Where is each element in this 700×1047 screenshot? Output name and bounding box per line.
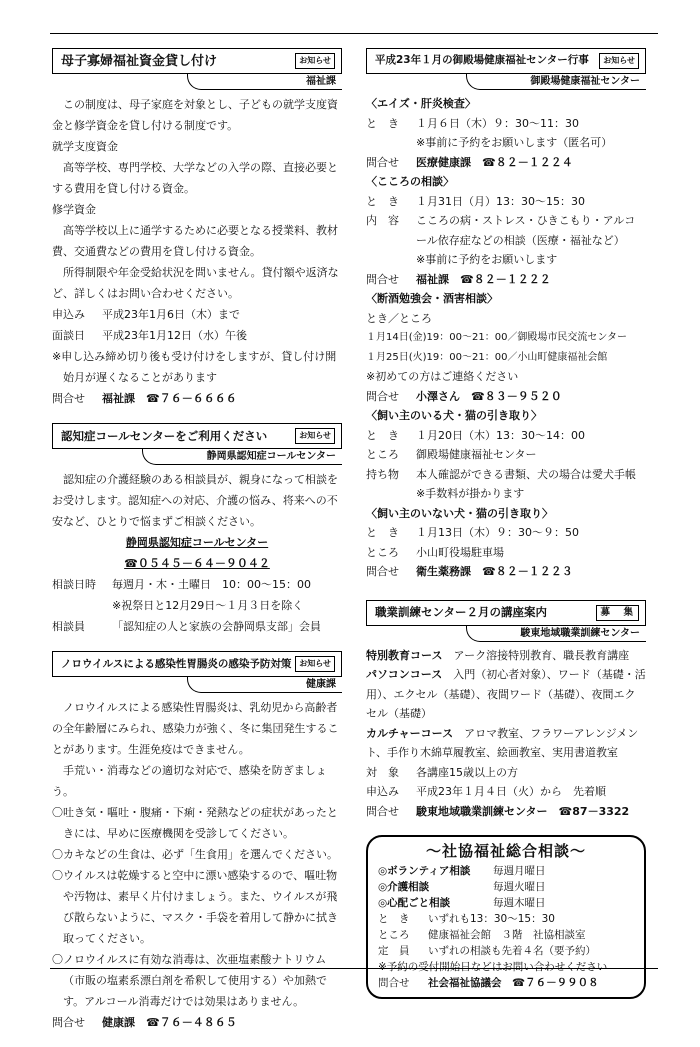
hours-row [52, 574, 342, 595]
info-row [378, 975, 634, 991]
left-column [52, 48, 342, 1047]
row-label: 問合せ [366, 272, 399, 286]
info-row [366, 445, 646, 465]
bottom-rule [50, 968, 658, 969]
interview-value: 平成23年1月12日（水）午後 [102, 329, 247, 342]
course-label: カルチャーコース [366, 726, 454, 740]
apply-row [52, 304, 342, 325]
info-row [378, 911, 634, 927]
center-phone: ☎０５４５－６４－９０４２ [124, 557, 270, 570]
event-heading: 〈断酒勉強会・酒害相談〉 [366, 292, 498, 305]
note-text: ※申し込み締め切り後も受け付けをしますが、貸し付け開始月が遅くなることがあります [52, 350, 337, 384]
row-label: 問合せ [366, 155, 399, 169]
info-row [366, 387, 646, 407]
body-text: 手荒い・消毒などの適切な対応で、感染を防ぎましょう。 [52, 764, 327, 798]
notice-badge: お知らせ [599, 53, 639, 69]
row-label: と き [366, 428, 399, 442]
schedule-line: １月14日(金)19：00～21：00／御殿場市民交流センター [366, 332, 628, 343]
note-text: ※初めての方はご連絡ください [366, 370, 519, 383]
info-row [378, 943, 634, 959]
recruit-badge: 募 集 [596, 605, 639, 621]
course-label: パソコンコース [366, 668, 443, 681]
row-value: 医療健康課 ☎８２－１２２４ [416, 155, 573, 169]
section-norovirus [52, 651, 342, 1033]
body-text: 認知症の介護経験のある相談員が、親身になって相談をお受けします。認知症への対応、介護の悩み、将来への不安など、ひとりで悩まずご相談ください。 [52, 473, 338, 528]
info-row [366, 270, 646, 290]
consult-row [378, 879, 634, 895]
body-text: この制度は、母子家庭を対象とし、子どもの就学支度資金と修学資金を貸し付ける制度です。 [52, 98, 338, 132]
info-row [366, 114, 646, 134]
row-value: １月20日（木）13：30～14：00 [416, 428, 585, 442]
row-label: 定 員 [378, 945, 410, 957]
hours-label: 相談日時 [52, 578, 96, 591]
consult-value: 毎週木曜日 [493, 897, 546, 909]
body-text: 所得制限や年金受給状況を問いません。貸付額や返済など、詳しくはお問い合わせください。 [52, 266, 339, 300]
contact-row [52, 1012, 342, 1033]
row-value: 小澤さん ☎８３－９５２０ [416, 389, 562, 403]
interview-label: 面談日 [52, 329, 85, 342]
consult-title: ～社協福祉総合相談～ [425, 842, 586, 860]
section-title: 認知症コールセンターをご利用ください [61, 428, 268, 443]
row-label: 問合せ [378, 977, 410, 989]
event-heading: 〈飼い主のいない犬・猫の引き取り〉 [366, 506, 553, 520]
consult-label: ◎心配ごと相談 [378, 897, 451, 909]
notice-badge: お知らせ [295, 428, 335, 444]
notice-badge: お知らせ [295, 53, 335, 69]
subheading: 就学支度資金 [52, 140, 118, 153]
row-value: １月６日（木）９：30～11：30 [416, 116, 579, 130]
event-heading: 〈こころの相談〉 [366, 175, 454, 188]
hours-value: 毎週月・木・土曜日 10：00～15：00 [112, 578, 311, 591]
note-text: ※事前に予約をお願いします [416, 253, 558, 266]
section-heading [366, 600, 646, 626]
row-value: 社会福祉協議会 ☎７６－９９０８ [428, 977, 599, 989]
info-row [366, 153, 646, 173]
consult-value: 毎週月曜日 [493, 865, 546, 877]
row-value: 福祉課 ☎８２－１２２２ [416, 272, 551, 286]
list-item: 〇吐き気・嘔吐・腹痛・下痢・発熱などの症状があったときには、早めに医療機関を受診してください。 [52, 806, 338, 840]
section-title: ノロウイルスによる感染性胃腸炎の感染予防対策 [61, 657, 292, 670]
row-label: と き [378, 913, 410, 925]
info-row [378, 927, 634, 943]
apply-label: 申込み [52, 308, 85, 321]
body-text: 高等学校、専門学校、大学などの入学の際、直接必要とする費用を貸し付ける資金。 [52, 161, 338, 195]
course-item [366, 646, 646, 666]
row-value: こころの病・ストレス・ひきこもり・アルコール依存症などの相談（医療・福祉など） [416, 214, 636, 247]
consult-label: ◎ボランティア相談 [378, 865, 471, 877]
row-label: 問合せ [366, 565, 399, 578]
staff-value: 「認知症の人と家族の会静岡県支部」会員 [112, 620, 321, 633]
row-value: 小山町役場駐車場 [416, 545, 504, 559]
row-value: 健康福祉会館 ３階 社協相談室 [428, 929, 586, 941]
section-heading [52, 48, 342, 74]
hours-note: ※祝祭日と12月29日～１月３日を除く [112, 599, 304, 612]
row-value: 本人確認ができる書類、犬の場合は愛犬手帳 [416, 467, 636, 481]
contact-value: 福祉課 ☎７６－６６６６ [102, 392, 237, 405]
schedule-line: １月25日(火)19：00～21：00／小山町健康福祉会館 [366, 351, 608, 363]
row-label: 申込み [366, 785, 399, 798]
social-welfare-consult-box [366, 835, 646, 999]
section-vocational-training [366, 600, 646, 822]
contact-label: 問合せ [52, 392, 85, 405]
contact-label: 問合せ [52, 1016, 85, 1029]
consult-row [378, 863, 634, 879]
note-text: ※予約の受付開始日などはお問い合わせください [378, 961, 608, 973]
section-health-center-events [366, 48, 646, 582]
row-label: ところ [378, 929, 410, 941]
row-label: 問合せ [366, 804, 399, 818]
top-rule [50, 33, 658, 34]
event-heading: 〈飼い主のいる犬・猫の引き取り〉 [366, 409, 542, 422]
list-item: 〇カキなどの生食は、必ず「生食用」を選んでください。 [52, 848, 338, 861]
info-row [366, 465, 646, 485]
info-row [366, 192, 646, 212]
section-title: 職業訓練センター２月の講座案内 [375, 604, 548, 619]
consult-row [378, 895, 634, 911]
section-heading [366, 48, 646, 74]
department-label: 駿東地域職業訓練センター [466, 626, 646, 642]
info-row [366, 562, 646, 582]
info-row [366, 802, 646, 822]
note-text: ※事前に予約をお願いします（匿名可） [416, 136, 613, 149]
list-item: 〇ウイルスは乾燥すると空中に漂い感染するので、嘔吐物や汚物は、素早く片付けましょう。また、ウイルスが飛び散らないように、マスク・手袋を着用して静かに拭き取ってください。 [52, 869, 338, 945]
section-boshi-kafu-loan [52, 48, 342, 409]
row-label: 問合せ [366, 389, 399, 403]
row-label: 対 象 [366, 765, 399, 779]
staff-label: 相談員 [52, 620, 85, 633]
list-item: 〇ノロウイルスに有効な消毒は、次亜塩素酸ナトリウム（市販の塩素系漂白剤を希釈して使用する）や加熱です。アルコール消毒だけでは効果はありません。 [52, 953, 327, 1008]
when-where-label: とき／ところ [366, 311, 432, 325]
apply-value: 平成23年1月6日（木）まで [102, 308, 240, 321]
event-heading: 〈エイズ・肝炎検査〉 [366, 97, 476, 110]
info-row [366, 763, 646, 783]
row-label: ところ [366, 545, 399, 559]
department-label: 静岡県認知症コールセンター [142, 449, 342, 465]
row-value: 衛生薬務課 ☎８２－１２２３ [416, 565, 573, 578]
row-value: いずれの相談も先着４名（要予約） [428, 945, 596, 957]
row-value: 駿東地域職業訓練センター ☎87－3322 [416, 804, 630, 818]
row-label: 持ち物 [366, 467, 399, 481]
consult-label: ◎介護相談 [378, 881, 430, 893]
note-text: ※手数料が掛かります [416, 487, 525, 500]
row-label: と き [366, 116, 399, 130]
department-label: 御殿場健康福祉センター [466, 74, 646, 90]
section-title: 母子寡婦福祉資金貸し付け [61, 53, 218, 69]
row-label: ところ [366, 448, 399, 461]
course-item [366, 665, 646, 724]
info-row [366, 543, 646, 563]
row-value: １月13日（木）９：30～９：50 [416, 526, 579, 539]
row-value: 御殿場健康福祉センター [416, 448, 537, 461]
info-row [366, 523, 646, 543]
interview-row [52, 325, 342, 346]
course-text: 入門（初心者対象）、ワード（基礎・活用）、エクセル（基礎）、夜間ワード（基礎）、夜間エクセル（基礎） [366, 668, 646, 720]
body-text: 高等学校以上に通学するために必要となる授業料、教材費、交通費などの費用を貸し付ける資金。 [52, 224, 338, 258]
row-value: １月31日（月）13：30～15：30 [416, 194, 585, 208]
info-row [366, 426, 646, 446]
row-value: 各講座15歳以上の方 [416, 765, 518, 779]
section-dementia-call-center [52, 423, 342, 637]
section-heading [52, 651, 342, 677]
contact-value: 健康課 ☎７６－４８６５ [102, 1016, 237, 1029]
info-row [366, 782, 646, 802]
row-label: と き [366, 194, 399, 208]
row-label: 内 容 [366, 214, 399, 227]
course-label: 特別教育コース [366, 648, 443, 662]
notice-badge: お知らせ [295, 656, 335, 672]
department-label: 福祉課 [187, 74, 342, 90]
subheading: 修学資金 [52, 203, 96, 216]
course-text: アーク溶接特別教育、職長教育講座 [453, 648, 630, 662]
info-row [366, 211, 646, 250]
course-item [366, 724, 646, 763]
right-column [366, 48, 646, 999]
consult-value: 毎週火曜日 [493, 881, 546, 893]
section-title: 平成23年１月の御殿場健康福祉センター行事 [375, 54, 589, 67]
row-label: と き [366, 526, 399, 539]
course-text: アロマ教室、フラワーアレンジメント、手作り木綿草履教室、絵画教室、実用書道教室 [366, 726, 639, 759]
row-value: いずれも13：30～15：30 [428, 913, 555, 925]
contact-row [52, 388, 342, 409]
center-name: 静岡県認知症コールセンター [125, 536, 269, 549]
department-label: 健康課 [187, 677, 342, 693]
staff-row [52, 616, 342, 637]
row-value: 平成23年１月４日（火）から 先着順 [416, 785, 606, 798]
section-heading [52, 423, 342, 449]
body-text: ノロウイルスによる感染性胃腸炎は、乳幼児から高齢者の全年齢層にみられ、感染力が強く、冬に集団発生することがあります。生涯免疫はできません。 [52, 701, 339, 756]
